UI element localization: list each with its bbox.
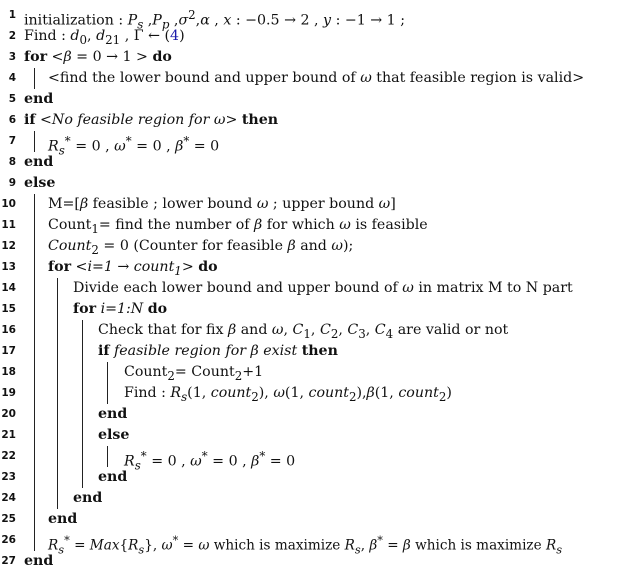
line-number: 14 — [1, 282, 16, 294]
algo-line-6: 6 if <No feasible region for ω> then — [0, 110, 618, 131]
line-number: 1 — [8, 9, 16, 21]
algo-line-8: 8 end — [0, 152, 618, 173]
algo-line-18: 18 Count$_2$= Count$_2$+1 — [1, 364, 264, 383]
line-number: 25 — [1, 513, 16, 525]
line-number: 5 — [8, 93, 16, 105]
line-number: 16 — [1, 324, 16, 336]
algo-line-11: 11 Count$_1$= find the number of β for which ω is feasible — [1, 217, 428, 236]
algo-line-7: 7 $R_s^* = 0$ , ω* = 0 , β* = 0 — [0, 131, 618, 152]
algo-line-14: 14 Divide each lower bound and upper bound of ω in matrix M to N part — [1, 280, 573, 296]
equation-reference-link[interactable]: 4 — [170, 28, 180, 44]
line-number: 7 — [8, 135, 16, 147]
line-number: 26 — [1, 534, 16, 546]
line-number: 18 — [1, 366, 16, 378]
line-number: 15 — [1, 303, 16, 315]
line-number: 17 — [1, 345, 16, 357]
algo-line-15: 15 for i=1:N do — [1, 301, 168, 317]
line-number: 9 — [8, 177, 16, 189]
algo-line-5: 5 end — [0, 89, 618, 110]
line-number: 21 — [1, 429, 16, 441]
algo-line-2: 2 Find : $d_0$, $d_{21}$ , Γ ← (4) — [0, 26, 618, 47]
line-number: 22 — [1, 450, 16, 462]
line-number: 2 — [8, 30, 16, 42]
line-number: 13 — [1, 261, 16, 273]
algo-line-24: 24 end — [1, 490, 103, 506]
algo-line-19: 19 Find : $R_s(1$, count$_2$), ω(1, count$_2$),β(1, count$_2$) — [1, 385, 452, 404]
algo-line-22: 22 $R_s^* = 0$ , ω* = 0 , β* = 0 — [1, 449, 296, 473]
algo-line-27: 27 end — [1, 553, 54, 569]
algo-line-3: 3 for <β = 0 → 1 > do — [0, 47, 618, 68]
line-number: 4 — [8, 72, 16, 84]
line-number: 3 — [8, 51, 16, 63]
algo-line-4: 4 <find the lower bound and upper bound of ω that feasible region is valid> — [0, 68, 618, 89]
line-number: 20 — [1, 408, 16, 420]
line-1-full-text — [0, 0, 1, 1]
line-number: 27 — [1, 555, 16, 567]
algo-line-21: 21 else — [1, 427, 130, 443]
line-number: 6 — [8, 114, 16, 126]
line-number: 23 — [1, 471, 16, 483]
algo-line-25: 25 end — [1, 511, 78, 527]
algo-line-13: 13 for <i=1 → count$_1$> do — [1, 259, 218, 278]
line-number: 8 — [8, 156, 16, 168]
algo-line-1: 1 initialization : $P_s$ $,P_p$ $,\sigma^2,\alpha$ , x : −0.5 → 2 , y : −1 → 1 ; — [0, 5, 618, 26]
algo-line-12: 12 Count$_2$ = 0 (Counter for feasible β and ω); — [1, 238, 354, 257]
line-number: 19 — [1, 387, 16, 399]
line-number: 10 — [1, 198, 16, 210]
line-number: 12 — [1, 240, 16, 252]
algo-line-9: 9 else — [0, 173, 618, 194]
algo-line-17: 17 if feasible region for β exist then — [1, 343, 338, 359]
line-number: 11 — [1, 219, 16, 231]
algo-line-23: 23 end — [1, 469, 128, 485]
algo-line-20: 20 end — [1, 406, 128, 422]
algo-line-10: 10 M=[β feasible ; lower bound ω ; upper bound ω] — [1, 196, 396, 212]
algo-line-16: 16 Check that for fix β and ω, $C_1$, $C_2$, $C_3$, $C_4$ are valid or not — [1, 322, 509, 341]
line-number: 24 — [1, 492, 16, 504]
algo-line-26: 26 $R_s^* = Max\{R_s\}$, ω* = ω which is maximize $R_s$, β* = β which is maximize $R_s$ — [1, 533, 563, 557]
